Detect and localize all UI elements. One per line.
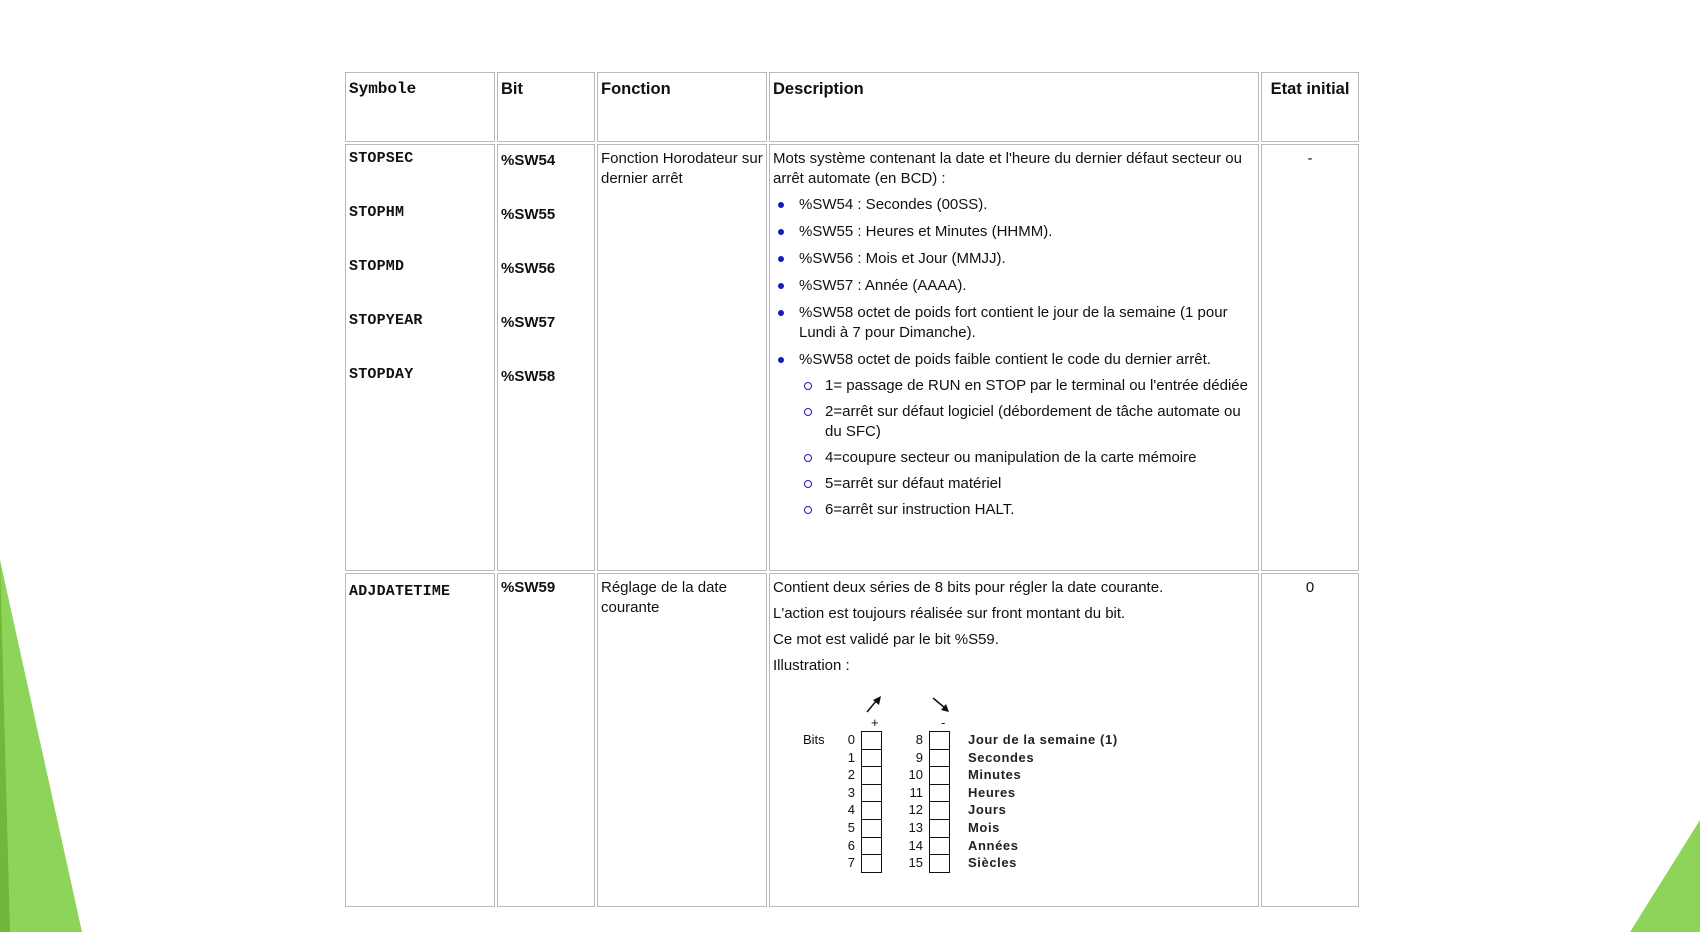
sub-list-item: 4=coupure secteur ou manipulation de la carte mémoire	[825, 448, 1255, 468]
header-fonction: Fonction	[597, 72, 767, 142]
sub-list-item: 5=arrêt sur défaut matériel	[825, 474, 1255, 494]
bit-name: Minutes	[968, 767, 1022, 783]
bit-number-left: 3	[847, 784, 855, 800]
list-item-text: %SW58 octet de poids faible contient le code du dernier arrêt.	[799, 351, 1211, 368]
bit-sw58: %SW58	[501, 368, 556, 385]
bit-number-right: 15	[908, 855, 923, 871]
bit-sw54: %SW54	[501, 152, 556, 169]
bit-name: Jour de la semaine (1)	[968, 732, 1118, 747]
sub-list-item: 6=arrêt sur instruction HALT.	[825, 500, 1255, 520]
bit-sw56: %SW56	[501, 260, 556, 277]
sub-bullet-list	[799, 376, 1255, 520]
green-triangle-left	[0, 0, 90, 932]
bit-number-right: 11	[909, 784, 923, 800]
bit-number-right: 10	[908, 767, 923, 783]
symbol-adjdatetime: ADJDATETIME	[345, 573, 495, 907]
bit-name: Secondes	[968, 749, 1035, 765]
bit-box-right	[929, 749, 950, 768]
symbol-stopyear: STOPYEAR	[349, 312, 423, 329]
description-stop	[769, 144, 1259, 571]
bit-box-left	[861, 784, 882, 803]
list-item: %SW54 : Secondes (00SS).	[799, 195, 1255, 215]
header-bit: Bit	[497, 72, 595, 142]
bit-number-left: 5	[847, 820, 855, 835]
bit-number-left: 6	[847, 837, 855, 853]
bit-sw59: %SW59	[497, 573, 595, 907]
description-adjdatetime	[769, 573, 1259, 907]
bit-box-left	[861, 731, 882, 750]
table-row-adjdatetime	[345, 573, 1359, 907]
list-item	[799, 350, 1255, 520]
bit-box-right	[929, 784, 950, 803]
bit-number-right: 9	[915, 749, 923, 765]
bit-box-left	[861, 837, 882, 856]
bit-sw55: %SW55	[501, 206, 556, 223]
bit-name: Heures	[968, 784, 1016, 800]
bit-name: Siècles	[968, 855, 1018, 871]
bit-box-left	[861, 766, 882, 785]
fonction-reglage: Réglage de la date courante	[597, 573, 767, 907]
description-intro: Mots système contenant la date et l'heure du dernier défaut secteur ou arrêt automate (en BCD) :	[773, 150, 1242, 187]
bit-number-right: 8	[915, 732, 923, 747]
green-triangle-right	[1630, 0, 1700, 932]
bit-cell	[497, 144, 595, 571]
bit-sw57: %SW57	[501, 314, 556, 331]
bit-box-right	[929, 801, 950, 820]
bullet-list	[773, 195, 1255, 520]
list-item: %SW56 : Mois et Jour (MMJJ).	[799, 249, 1255, 269]
symbol-stophm: STOPHM	[349, 204, 405, 221]
header-row	[345, 72, 1359, 142]
list-item: %SW55 : Heures et Minutes (HHMM).	[799, 222, 1255, 242]
bit-number-left: 4	[847, 802, 855, 818]
etat-initial-adjdatetime: 0	[1261, 573, 1359, 907]
system-words-table	[343, 70, 1361, 909]
bit-number-right: 14	[908, 837, 923, 853]
bit-box-right	[929, 837, 950, 856]
header-symbole: Symbole	[345, 72, 495, 142]
bits-label: Bits	[803, 732, 825, 747]
sub-list-item: 1= passage de RUN en STOP par le terminal ou l'entrée dédiée	[825, 376, 1255, 396]
list-item: %SW57 : Année (AAAA).	[799, 276, 1255, 296]
list-item: %SW58 octet de poids fort contient le jour de la semaine (1 pour Lundi à 7 pour Dimanche).	[799, 303, 1255, 343]
arrow-down-icon	[933, 698, 945, 708]
bit-box-left	[861, 749, 882, 768]
plus-sign: +	[871, 715, 879, 730]
bit-box-right	[929, 731, 950, 750]
bit-box-left	[861, 854, 882, 873]
table-row-stop	[345, 144, 1359, 571]
bit-number-left: 7	[847, 855, 855, 871]
bit-number-right: 12	[908, 802, 923, 818]
bits-illustration	[773, 682, 1255, 897]
bit-box-right	[929, 766, 950, 785]
description-line: Contient deux séries de 8 bits pour régler la date courante.	[773, 579, 1164, 596]
bit-number-right: 13	[908, 820, 923, 835]
bit-name: Mois	[968, 820, 1001, 835]
description-line: L'action est toujours réalisée sur front montant du bit.	[773, 605, 1126, 622]
header-etat-initial: Etat initial	[1261, 72, 1359, 142]
symbol-stopmd: STOPMD	[349, 258, 405, 275]
bit-name: Années	[968, 837, 1019, 853]
bit-box-left	[861, 819, 882, 838]
bit-name: Jours	[968, 802, 1007, 818]
symbol-stopday: STOPDAY	[349, 366, 414, 383]
bit-box-right	[929, 854, 950, 873]
symbol-stopsec: STOPSEC	[349, 150, 414, 167]
description-line: Ce mot est validé par le bit %S59.	[773, 631, 999, 648]
bit-number-left: 2	[847, 767, 855, 783]
symbol-cell	[345, 144, 495, 571]
bit-number-left: 1	[847, 749, 855, 765]
bit-box-right	[929, 819, 950, 838]
bit-number-left: 0	[847, 732, 855, 747]
fonction-horodateur: Fonction Horodateur sur dernier arrêt	[597, 144, 767, 571]
etat-initial-stop: -	[1261, 144, 1359, 571]
sub-list-item: 2=arrêt sur défaut logiciel (débordement de tâche automate ou du SFC)	[825, 402, 1255, 442]
header-description: Description	[769, 72, 1259, 142]
description-line: Illustration :	[773, 657, 850, 674]
minus-sign: -	[941, 715, 946, 730]
bit-box-left	[861, 801, 882, 820]
